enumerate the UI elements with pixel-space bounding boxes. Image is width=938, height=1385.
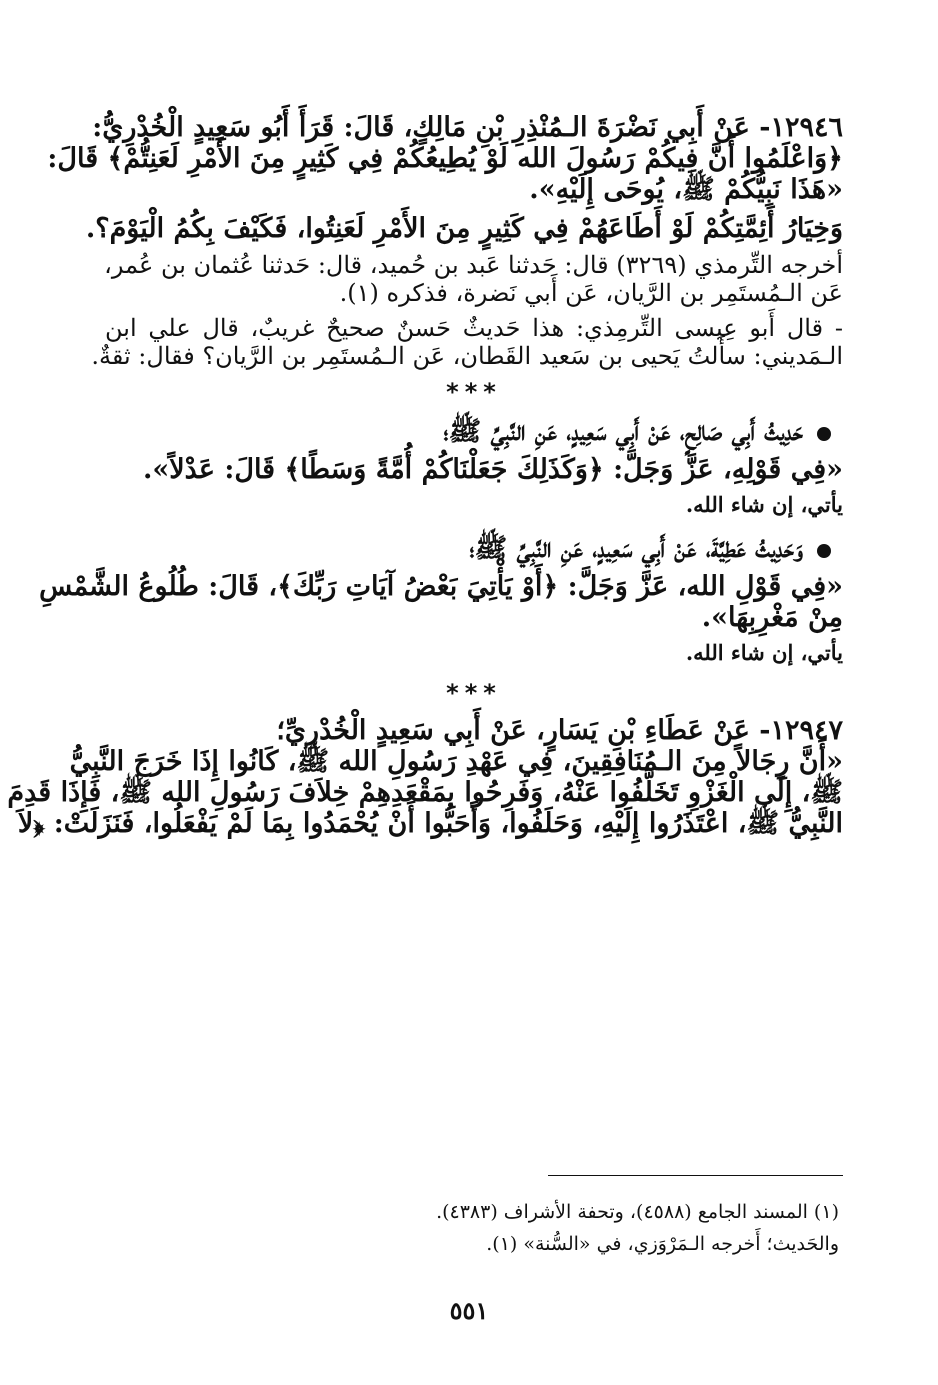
hadith-12946-line-2: ﴿وَاعْلَمُوا أَنَّ فِيكُمْ رَسُولَ الله لَوْ يُطِيعُكُمْ فِي كَثِيرٍ مِنَ الأَمْرِ لَعَنِتُّمْ﴾ قَالَ: <box>47 143 843 175</box>
takhrij-12946-line-1: أخرجه التِّرمذي (٣٢٦٩) قال: حَدثنا عَبد بن حُميد، قال: حَدثنا عُثمان بن عُمر، <box>104 251 843 280</box>
hadith-12946-line-1: ١٢٩٤٦- عَنْ أَبِي نَضْرَةَ الـمُنْذِرِ بْنِ مَالِكٍ، قَالَ: قَرَأَ أَبُو سَعِيدٍ الْخُدْرِيُّ: <box>92 112 843 143</box>
bullet-item-atiyya <box>105 531 843 571</box>
page-body <box>7 112 843 840</box>
footnote-divider <box>548 1175 843 1176</box>
section-separator: *** <box>446 377 502 406</box>
footnote-1: (١) المسند الجامع (٤٥٨٨)، وتحفة الأشراف (٤٣٨٣). <box>436 1201 839 1223</box>
hadith-12947-line-2: «أَنَّ رِجَالاً مِنَ الـمُنَافِقِينَ، فِي عَهْدِ رَسُولِ الله ﷺ، كَانُوا إِذَا خَرَجَ النَّبِيُّ <box>69 746 843 778</box>
hadith-12947-line-4: النَّبِيُّ ﷺ، اعْتَذَرُوا إِلَيْهِ، وَحَلَفُوا، وَأَحَبُّوا أَنْ يُحْمَدُوا بِمَا لَمْ يَفْعَلُوا، فَنَزَلَتْ: ﴿لاَ <box>17 808 843 840</box>
page-number: ٥٥١ <box>449 1296 489 1325</box>
bullet-text: «فِي قَوْلِهِ، عَزَّ وَجَلَّ: ﴿وَكَذَلِكَ جَعَلْنَاكُمْ أُمَّةً وَسَطًا﴾ قَالَ: عَدْلاً». <box>143 454 843 486</box>
bullet-text-line-2: مِنْ مَغْرِبِهَا». <box>701 602 843 634</box>
footnotes <box>105 1196 843 1261</box>
bullet-note: يأتي، إن شاء الله. <box>685 640 843 666</box>
takhrij-12946-line-2: عَن الـمُستَمِر بن الرَّيان، عَن أَبي نَضرة، فذكره (١). <box>339 278 843 307</box>
bullet-title: حَدِيثُ أَبِي صَالِحٍ، عَنْ أَبِي سَعِيدٍ، عَنِ النَّبِيِّ ﷺ؛ <box>443 416 803 448</box>
bullet-item-abu-salih <box>105 414 843 454</box>
bullet-text-line-1: «فِي قَوْلِ الله، عَزَّ وَجَلَّ: ﴿أَوْ يَأْتِيَ بَعْضُ آيَاتِ رَبِّكَ﴾، قَالَ: طُلُوعُ الشَّمْسِ <box>39 571 843 603</box>
bullet-icon <box>817 544 831 558</box>
hadith-12946-line-3: «هَذَا نَبِيُّكُمْ ﷺ، يُوحَى إِلَيْهِ». <box>529 174 843 206</box>
hadith-12947-line-1: ١٢٩٤٧- عَنْ عَطَاءِ بْنِ يَسَارٍ، عَنْ أَبِي سَعِيدٍ الْخُدْرِيِّ؛ <box>276 715 843 747</box>
hadith-12946-line-4: وَخِيَارُ أَئِمَّتِكُمْ لَوْ أَطَاعَهُمْ فِي كَثِيرٍ مِنَ الأَمْرِ لَعَنِتُوا، فَكَيْفَ بِكُمُ الْيَوْمَ؟. <box>85 213 843 245</box>
bullet-icon <box>817 427 831 441</box>
bullet-note: يأتي، إن شاء الله. <box>685 492 843 518</box>
comment-12946-line-1: - قال أَبو عِيسى التِّرمِذي: هذا حَديثٌ حَسنٌ صحيحٌ غريبٌ، قال علي ابن <box>105 314 843 343</box>
hadith-12947-line-3: ﷺ، إِلَى الْغَزْوِ تَخَلَّفُوا عَنْهُ، وَفَرِحُوا بِمَقْعَدِهِمْ خِلاَفَ رَسُولِ الله ﷺ، فَإِذَا قَدِمَ <box>7 777 843 809</box>
bullet-title: وَحَدِيثُ عَطِيَّةَ، عَنْ أَبِي سَعِيدٍ، عَنِ النَّبِيِّ ﷺ؛ <box>469 533 803 565</box>
footnote-2: والحَديث؛ أَخرجه الـمَرْوَزي، في «السُّنة» (١). <box>486 1233 839 1256</box>
comment-12946-line-2: الـمَديني: سأَلتُ يَحيى بن سَعيد القَطان، عَن الـمُستَمِر بن الرَّيان؟ فقال: ثقةٌ. <box>91 341 843 370</box>
section-separator: *** <box>446 678 502 707</box>
